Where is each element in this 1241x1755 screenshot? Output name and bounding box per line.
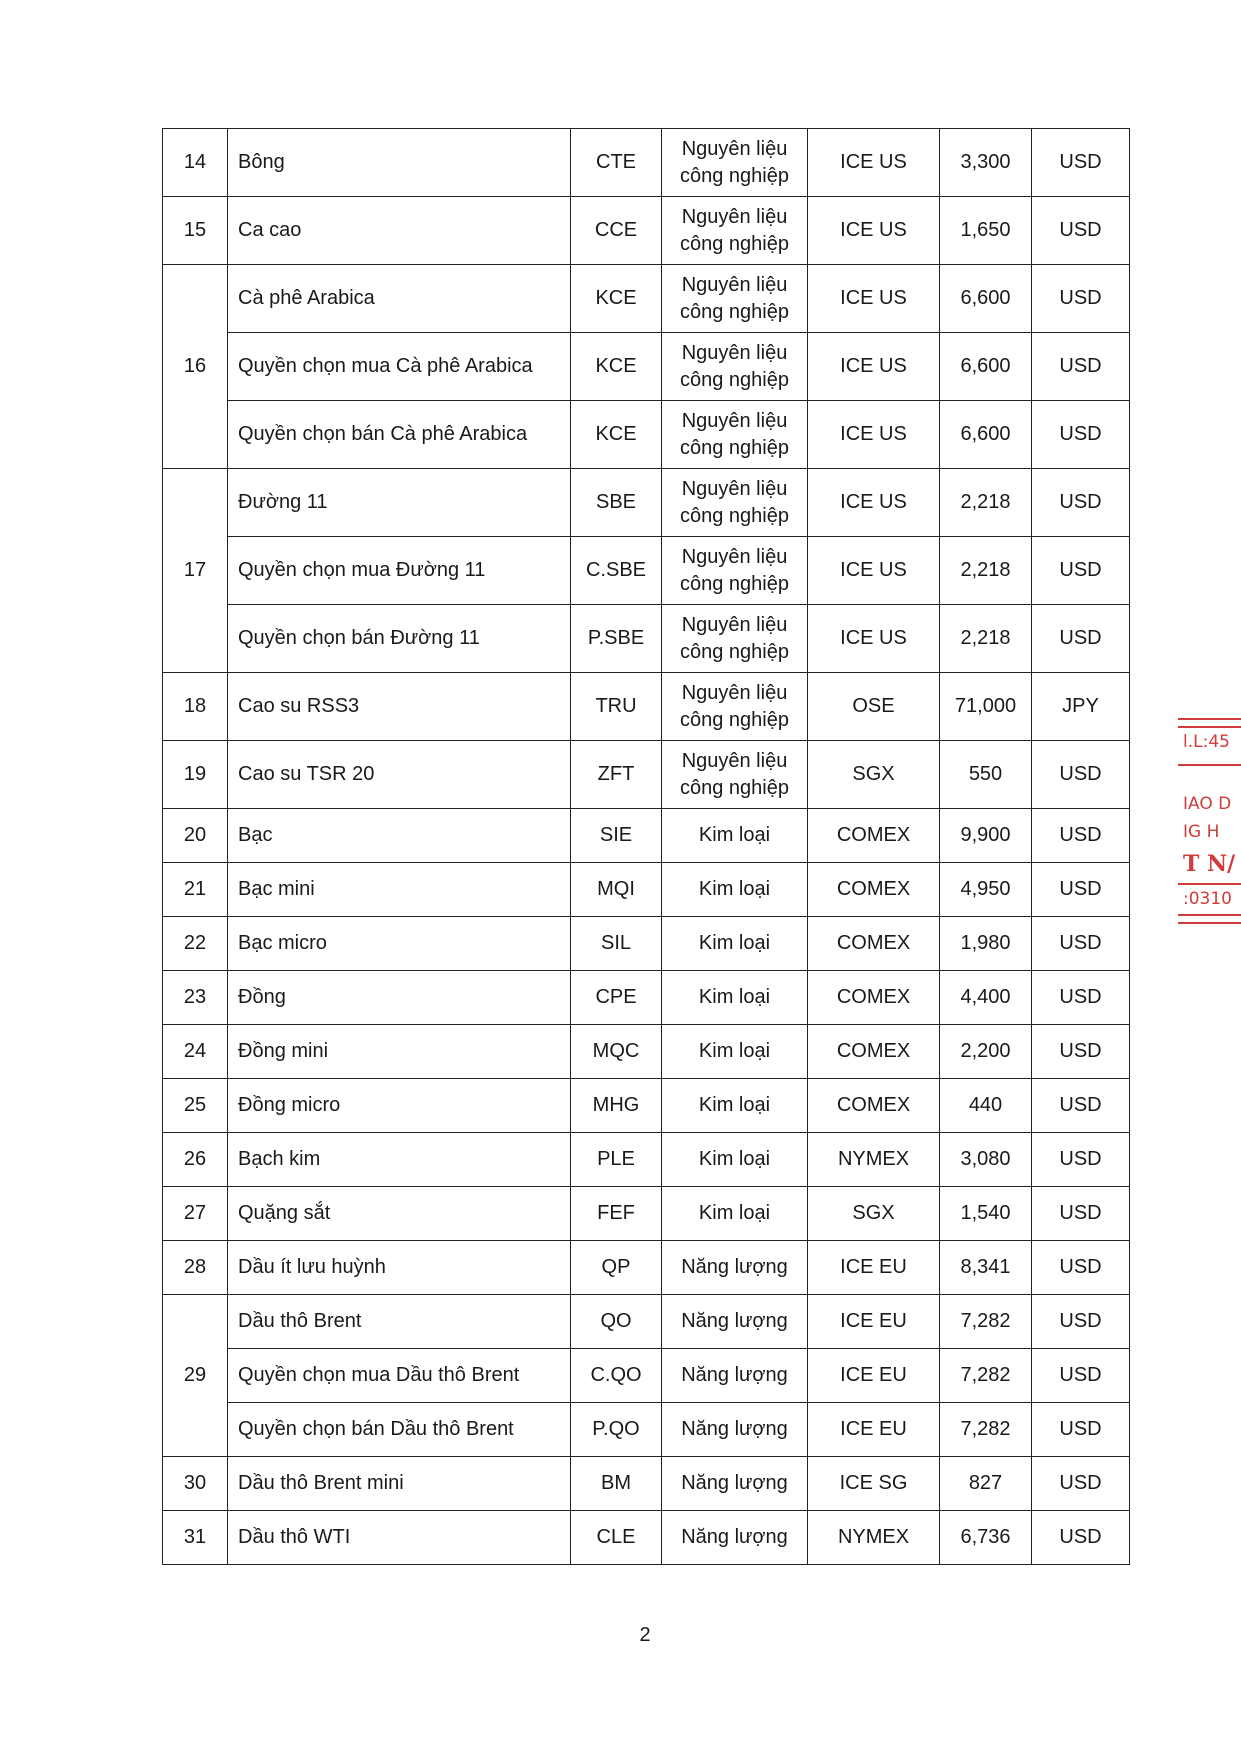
exchange-cell: ICE US	[808, 537, 940, 605]
row-number-cell: 16	[163, 265, 228, 469]
exchange-cell: ICE US	[808, 197, 940, 265]
value-cell: 3,300	[940, 129, 1032, 197]
row-number-cell: 29	[163, 1295, 228, 1457]
value-cell: 2,218	[940, 605, 1032, 673]
exchange-cell: SGX	[808, 741, 940, 809]
commodity-name-cell: Đồng micro	[228, 1079, 571, 1133]
currency-cell: USD	[1032, 1133, 1130, 1187]
value-cell: 550	[940, 741, 1032, 809]
currency-cell: USD	[1032, 1079, 1130, 1133]
code-cell: CLE	[571, 1511, 662, 1565]
exchange-cell: ICE EU	[808, 1295, 940, 1349]
exchange-cell: ICE EU	[808, 1241, 940, 1295]
currency-cell: USD	[1032, 1187, 1130, 1241]
row-number-cell: 15	[163, 197, 228, 265]
table-row	[163, 1133, 1130, 1187]
table-row	[163, 1187, 1130, 1241]
table-row	[163, 1025, 1130, 1079]
code-cell: QP	[571, 1241, 662, 1295]
value-cell: 2,218	[940, 537, 1032, 605]
code-cell: KCE	[571, 333, 662, 401]
value-cell: 2,200	[940, 1025, 1032, 1079]
commodity-name-cell: Bạch kim	[228, 1133, 571, 1187]
code-cell: BM	[571, 1457, 662, 1511]
currency-cell: USD	[1032, 809, 1130, 863]
commodity-name-cell: Bông	[228, 129, 571, 197]
exchange-cell: ICE EU	[808, 1403, 940, 1457]
group-cell: Kim loại	[662, 1025, 808, 1079]
stamp-text: IAO D	[1183, 794, 1232, 814]
value-cell: 4,950	[940, 863, 1032, 917]
value-cell: 1,540	[940, 1187, 1032, 1241]
value-cell: 7,282	[940, 1403, 1032, 1457]
exchange-cell: NYMEX	[808, 1511, 940, 1565]
value-cell: 7,282	[940, 1295, 1032, 1349]
row-number-cell: 20	[163, 809, 228, 863]
currency-cell: USD	[1032, 469, 1130, 537]
table-row	[163, 1079, 1130, 1133]
row-number-cell: 14	[163, 129, 228, 197]
currency-cell: USD	[1032, 333, 1130, 401]
group-cell: Nguyên liệu công nghiệp	[662, 129, 808, 197]
commodity-name-cell: Dầu ít lưu huỳnh	[228, 1241, 571, 1295]
currency-cell: USD	[1032, 1241, 1130, 1295]
group-cell: Kim loại	[662, 1079, 808, 1133]
row-number-cell: 21	[163, 863, 228, 917]
row-number-cell: 17	[163, 469, 228, 673]
table-row	[163, 605, 1130, 673]
exchange-cell: COMEX	[808, 863, 940, 917]
group-cell: Năng lượng	[662, 1457, 808, 1511]
exchange-cell: COMEX	[808, 971, 940, 1025]
exchange-cell: SGX	[808, 1187, 940, 1241]
commodity-name-cell: Quyền chọn bán Cà phê Arabica	[228, 401, 571, 469]
currency-cell: USD	[1032, 971, 1130, 1025]
group-cell: Kim loại	[662, 1187, 808, 1241]
row-number-cell: 24	[163, 1025, 228, 1079]
row-number-cell: 18	[163, 673, 228, 741]
commodity-name-cell: Đồng mini	[228, 1025, 571, 1079]
currency-cell: USD	[1032, 1403, 1130, 1457]
currency-cell: USD	[1032, 741, 1130, 809]
code-cell: C.QO	[571, 1349, 662, 1403]
table-row	[163, 197, 1130, 265]
code-cell: MQI	[571, 863, 662, 917]
table-row	[163, 863, 1130, 917]
exchange-cell: ICE US	[808, 469, 940, 537]
code-cell: P.QO	[571, 1403, 662, 1457]
value-cell: 7,282	[940, 1349, 1032, 1403]
code-cell: PLE	[571, 1133, 662, 1187]
currency-cell: USD	[1032, 1349, 1130, 1403]
commodity-name-cell: Quyền chọn bán Đường 11	[228, 605, 571, 673]
stamp-text: T N/	[1183, 851, 1236, 877]
code-cell: QO	[571, 1295, 662, 1349]
currency-cell: USD	[1032, 197, 1130, 265]
row-number-cell: 26	[163, 1133, 228, 1187]
table-row	[163, 469, 1130, 537]
value-cell: 1,980	[940, 917, 1032, 971]
code-cell: MHG	[571, 1079, 662, 1133]
table-row	[163, 971, 1130, 1025]
currency-cell: USD	[1032, 129, 1130, 197]
commodity-name-cell: Bạc micro	[228, 917, 571, 971]
group-cell: Kim loại	[662, 917, 808, 971]
table-row	[163, 1349, 1130, 1403]
stamp-text: :0310	[1183, 889, 1232, 909]
row-number-cell: 27	[163, 1187, 228, 1241]
code-cell: SIL	[571, 917, 662, 971]
group-cell: Năng lượng	[662, 1295, 808, 1349]
group-cell: Nguyên liệu công nghiệp	[662, 197, 808, 265]
value-cell: 9,900	[940, 809, 1032, 863]
exchange-cell: NYMEX	[808, 1133, 940, 1187]
row-number-cell: 31	[163, 1511, 228, 1565]
commodity-name-cell: Quyền chọn mua Cà phê Arabica	[228, 333, 571, 401]
table-row	[163, 1241, 1130, 1295]
exchange-cell: ICE SG	[808, 1457, 940, 1511]
currency-cell: USD	[1032, 1025, 1130, 1079]
commodity-name-cell: Quyền chọn mua Đường 11	[228, 537, 571, 605]
value-cell: 71,000	[940, 673, 1032, 741]
code-cell: C.SBE	[571, 537, 662, 605]
table-row	[163, 333, 1130, 401]
currency-cell: USD	[1032, 605, 1130, 673]
table-row	[163, 537, 1130, 605]
code-cell: FEF	[571, 1187, 662, 1241]
currency-cell: USD	[1032, 1457, 1130, 1511]
group-cell: Nguyên liệu công nghiệp	[662, 265, 808, 333]
commodity-name-cell: Ca cao	[228, 197, 571, 265]
code-cell: CTE	[571, 129, 662, 197]
code-cell: MQC	[571, 1025, 662, 1079]
row-number-cell: 19	[163, 741, 228, 809]
table-row	[163, 129, 1130, 197]
commodity-name-cell: Quặng sắt	[228, 1187, 571, 1241]
commodity-name-cell: Quyền chọn mua Dầu thô Brent	[228, 1349, 571, 1403]
exchange-cell: ICE US	[808, 401, 940, 469]
code-cell: CPE	[571, 971, 662, 1025]
group-cell: Nguyên liệu công nghiệp	[662, 741, 808, 809]
exchange-cell: COMEX	[808, 1079, 940, 1133]
group-cell: Năng lượng	[662, 1241, 808, 1295]
value-cell: 6,736	[940, 1511, 1032, 1565]
exchange-cell: ICE US	[808, 265, 940, 333]
currency-cell: USD	[1032, 537, 1130, 605]
row-number-cell: 22	[163, 917, 228, 971]
commodity-name-cell: Quyền chọn bán Dầu thô Brent	[228, 1403, 571, 1457]
value-cell: 2,218	[940, 469, 1032, 537]
code-cell: KCE	[571, 401, 662, 469]
currency-cell: USD	[1032, 401, 1130, 469]
exchange-cell: OSE	[808, 673, 940, 741]
value-cell: 8,341	[940, 1241, 1032, 1295]
value-cell: 4,400	[940, 971, 1032, 1025]
group-cell: Nguyên liệu công nghiệp	[662, 537, 808, 605]
stamp-text: IG H	[1183, 822, 1220, 842]
commodity-name-cell: Cao su TSR 20	[228, 741, 571, 809]
code-cell: SIE	[571, 809, 662, 863]
commodity-name-cell: Đường 11	[228, 469, 571, 537]
code-cell: P.SBE	[571, 605, 662, 673]
table-row	[163, 809, 1130, 863]
group-cell: Nguyên liệu công nghiệp	[662, 401, 808, 469]
group-cell: Nguyên liệu công nghiệp	[662, 673, 808, 741]
group-cell: Nguyên liệu công nghiệp	[662, 333, 808, 401]
group-cell: Kim loại	[662, 863, 808, 917]
value-cell: 6,600	[940, 265, 1032, 333]
group-cell: Năng lượng	[662, 1403, 808, 1457]
currency-cell: USD	[1032, 917, 1130, 971]
table-row	[163, 917, 1130, 971]
row-number-cell: 25	[163, 1079, 228, 1133]
commodity-name-cell: Cao su RSS3	[228, 673, 571, 741]
table-row	[163, 265, 1130, 333]
group-cell: Kim loại	[662, 809, 808, 863]
commodity-name-cell: Dầu thô Brent	[228, 1295, 571, 1349]
commodity-name-cell: Bạc mini	[228, 863, 571, 917]
commodity-name-cell: Bạc	[228, 809, 571, 863]
value-cell: 440	[940, 1079, 1032, 1133]
commodity-name-cell: Đồng	[228, 971, 571, 1025]
code-cell: SBE	[571, 469, 662, 537]
stamp-text: l.L:45	[1183, 732, 1230, 752]
currency-cell: JPY	[1032, 673, 1130, 741]
value-cell: 1,650	[940, 197, 1032, 265]
table-row	[163, 1457, 1130, 1511]
currency-cell: USD	[1032, 1511, 1130, 1565]
exchange-cell: COMEX	[808, 809, 940, 863]
group-cell: Năng lượng	[662, 1511, 808, 1565]
group-cell: Năng lượng	[662, 1349, 808, 1403]
currency-cell: USD	[1032, 1295, 1130, 1349]
group-cell: Kim loại	[662, 971, 808, 1025]
value-cell: 6,600	[940, 333, 1032, 401]
value-cell: 827	[940, 1457, 1032, 1511]
code-cell: KCE	[571, 265, 662, 333]
value-cell: 6,600	[940, 401, 1032, 469]
table-row	[163, 1511, 1130, 1565]
currency-cell: USD	[1032, 265, 1130, 333]
group-cell: Nguyên liệu công nghiệp	[662, 469, 808, 537]
group-cell: Kim loại	[662, 1133, 808, 1187]
table-row	[163, 401, 1130, 469]
table-row	[163, 1403, 1130, 1457]
commodity-name-cell: Cà phê Arabica	[228, 265, 571, 333]
group-cell: Nguyên liệu công nghiệp	[662, 605, 808, 673]
exchange-cell: ICE EU	[808, 1349, 940, 1403]
exchange-cell: ICE US	[808, 333, 940, 401]
row-number-cell: 28	[163, 1241, 228, 1295]
row-number-cell: 23	[163, 971, 228, 1025]
code-cell: CCE	[571, 197, 662, 265]
table-row	[163, 1295, 1130, 1349]
commodity-name-cell: Dầu thô WTI	[228, 1511, 571, 1565]
commodity-table	[162, 128, 1130, 1565]
exchange-cell: ICE US	[808, 605, 940, 673]
code-cell: TRU	[571, 673, 662, 741]
exchange-cell: COMEX	[808, 917, 940, 971]
table-row	[163, 741, 1130, 809]
currency-cell: USD	[1032, 863, 1130, 917]
exchange-cell: COMEX	[808, 1025, 940, 1079]
row-number-cell: 30	[163, 1457, 228, 1511]
red-stamp-fragment	[1178, 718, 1241, 953]
page-number: 2	[639, 1624, 651, 1646]
value-cell: 3,080	[940, 1133, 1032, 1187]
code-cell: ZFT	[571, 741, 662, 809]
table-row	[163, 673, 1130, 741]
commodity-name-cell: Dầu thô Brent mini	[228, 1457, 571, 1511]
exchange-cell: ICE US	[808, 129, 940, 197]
